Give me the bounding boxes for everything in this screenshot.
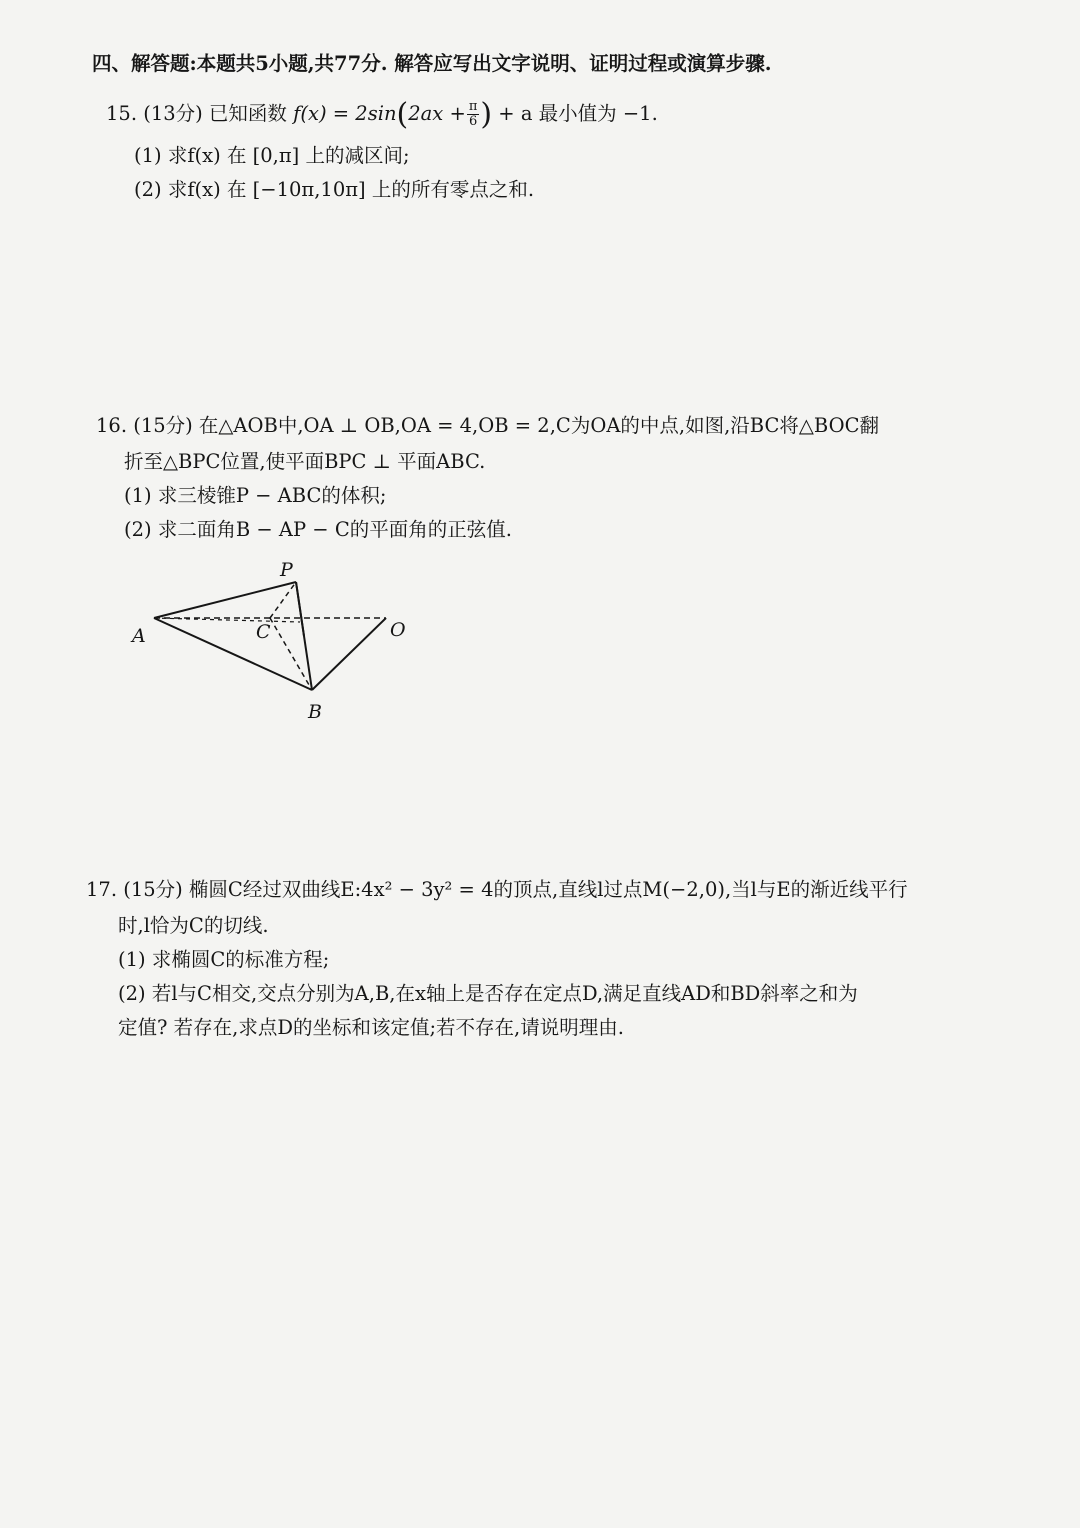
q16-part1: (1) 求三棱锥P − ABC的体积; bbox=[124, 484, 387, 507]
q15-stem bbox=[106, 97, 658, 132]
pyramid-figure bbox=[120, 552, 440, 732]
left-paren: ( bbox=[396, 97, 409, 132]
section-header: 四、解答题:本题共5小题,共77分. 解答应写出文字说明、证明过程或演算步骤. bbox=[92, 52, 772, 75]
fraction-numerator: π bbox=[468, 99, 478, 114]
label-o: O bbox=[390, 619, 406, 641]
q16-stem-line2: 折至△BPC位置,使平面BPC ⊥ 平面ABC. bbox=[124, 450, 486, 473]
q17-part1: (1) 求椭圆C的标准方程; bbox=[118, 948, 330, 971]
fraction-denominator: 6 bbox=[468, 114, 478, 129]
edge-ab bbox=[154, 618, 312, 690]
edge-p-inner bbox=[296, 582, 304, 636]
q15-part2: (2) 求f(x) 在 [−10π,10π] 上的所有零点之和. bbox=[134, 178, 535, 201]
pi-over-six-fraction bbox=[467, 100, 480, 129]
q16-part2: (2) 求二面角B − AP − C的平面角的正弦值. bbox=[124, 518, 512, 541]
q15-stem-suffix: + a 最小值为 −1. bbox=[498, 102, 658, 125]
edge-ap bbox=[154, 582, 296, 618]
q15-argument: 2ax + bbox=[408, 102, 466, 125]
q16-stem-line1: 16. (15分) 在△AOB中,OA ⊥ OB,OA = 4,OB = 2,C为OA的中点,如图,沿BC将△BOC翻 bbox=[96, 414, 880, 437]
q15-part1: (1) 求f(x) 在 [0,π] 上的减区间; bbox=[134, 144, 410, 167]
label-c: C bbox=[256, 621, 271, 643]
q17-stem-line2: 时,l恰为C的切线. bbox=[118, 914, 269, 937]
q15-stem-prefix: 15. (13分) 已知函数 bbox=[106, 102, 287, 125]
q17-part2-line2: 定值? 若存在,求点D的坐标和该定值;若不存在,请说明理由. bbox=[118, 1016, 624, 1039]
edge-bo bbox=[312, 618, 386, 690]
right-paren: ) bbox=[480, 97, 493, 132]
q15-function: f(x) = 2sin bbox=[293, 102, 397, 125]
label-p: P bbox=[280, 559, 293, 581]
pyramid-diagram bbox=[120, 552, 440, 732]
q17-part2-line1: (2) 若l与C相交,交点分别为A,B,在x轴上是否存在定点D,满足直线AD和BD斜率之和为 bbox=[118, 982, 858, 1005]
label-b: B bbox=[308, 701, 322, 723]
q17-stem-line1: 17. (15分) 椭圆C经过双曲线E:4x² − 3y² = 4的顶点,直线l过点M(−2,0),当l与E的渐近线平行 bbox=[86, 878, 908, 901]
label-a: A bbox=[132, 625, 146, 647]
